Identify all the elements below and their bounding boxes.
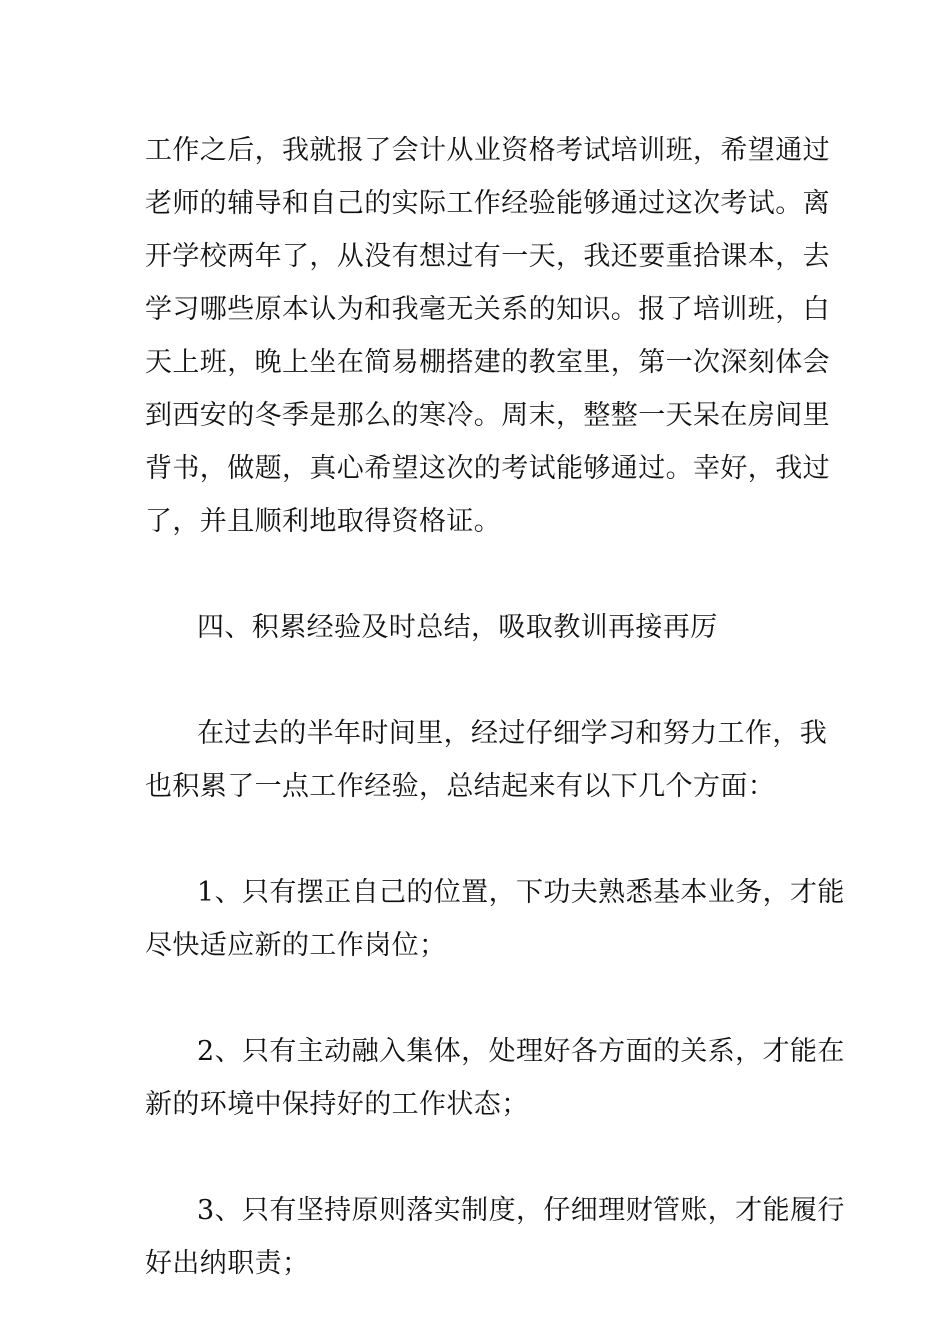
- text-line: 天上班，晚上坐在简易棚搭建的教室里，第一次深刻体会: [145, 347, 830, 378]
- text-line: 新的环境中保持好的工作状态；: [145, 1089, 529, 1120]
- text-line: 到西安的冬季是那么的寒冷。周末，整整一天呆在房间里: [145, 400, 830, 431]
- text-line: 尽快适应新的工作岗位；: [145, 930, 447, 961]
- text-line: 2、只有主动融入集体，处理好各方面的关系，才能在: [197, 1036, 845, 1067]
- text-line: 学习哪些原本认为和我毫无关系的知识。报了培训班，白: [145, 294, 830, 325]
- text-line: 开学校两年了，从没有想过有一天，我还要重拾课本，去: [145, 241, 830, 272]
- section-heading: 四、积累经验及时总结，吸取教训再接再厉: [197, 612, 718, 643]
- text-line: 3、只有坚持原则落实制度，仔细理财管账，才能履行: [197, 1195, 845, 1226]
- text-line: 好出纳职责；: [145, 1248, 310, 1279]
- text-line: 1、只有摆正自己的位置，下功夫熟悉基本业务，才能: [197, 877, 845, 908]
- text-line: 在过去的半年时间里，经过仔细学习和努力工作，我: [197, 718, 828, 749]
- text-line: 老师的辅导和自己的实际工作经验能够通过这次考试。离: [145, 188, 830, 219]
- text-line: 了，并且顺利地取得资格证。: [145, 506, 502, 537]
- text-line: 背书，做题，真心希望这次的考试能够通过。幸好，我过: [145, 453, 830, 484]
- text-line: 工作之后，我就报了会计从业资格考试培训班，希望通过: [145, 135, 830, 166]
- text-line: 也积累了一点工作经验，总结起来有以下几个方面：: [145, 771, 776, 802]
